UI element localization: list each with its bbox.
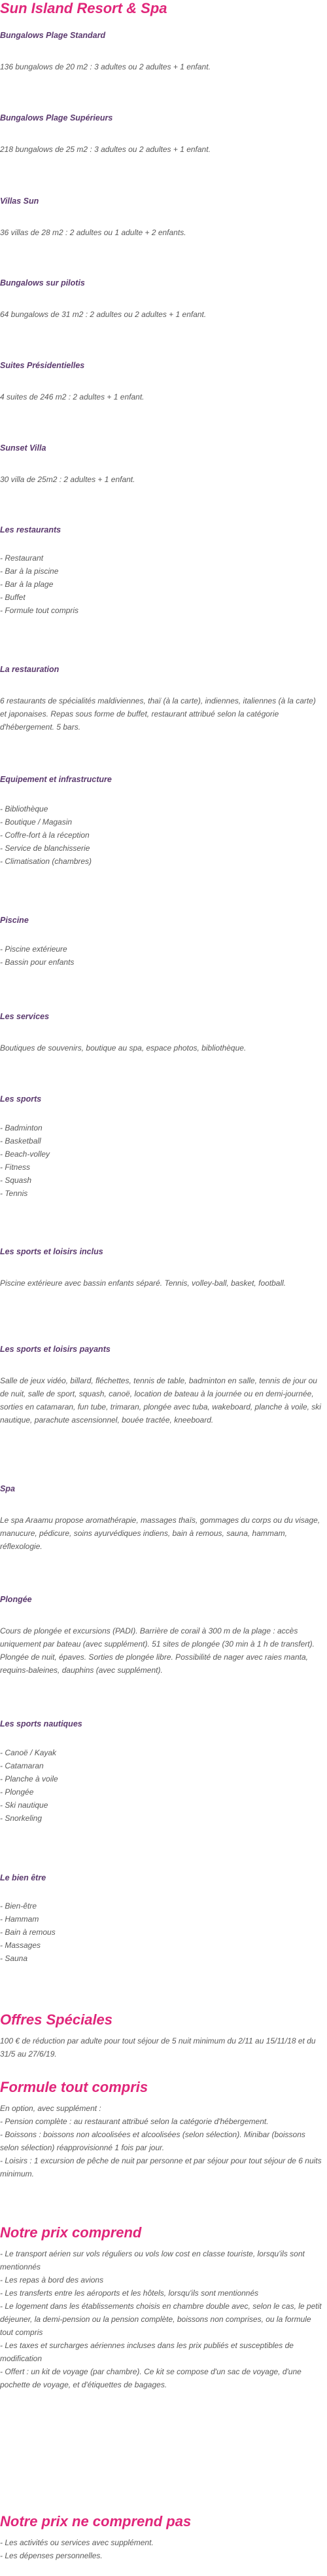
bien-etre-title: Le bien être	[0, 1873, 46, 1882]
restauration-title: La restauration	[0, 665, 60, 674]
room-sunset-desc-block	[0, 473, 324, 486]
nautiques-list-block	[0, 1746, 324, 1825]
sports-title-block	[0, 1094, 324, 1104]
room-superior-title: Bungalows Plage Supérieurs	[0, 113, 113, 122]
sports-payants-title: Les sports et loisirs payants	[0, 1345, 111, 1354]
restaurants-list	[0, 551, 324, 617]
sports-payants-desc-block	[0, 1374, 324, 1427]
piscine-title: Piscine	[0, 916, 29, 925]
spa-title: Spa	[0, 1484, 15, 1493]
piscine-list	[0, 943, 324, 969]
list-item: - Boutique / Magasin	[0, 817, 73, 827]
equipement-list-block	[0, 802, 324, 868]
prix-ne-comprend-line: - Les dépenses personnelles.	[0, 2551, 103, 2560]
prix-comprend-line: - Le logement dans les établissements choisis en chambre double avec, selon le cas, le petit déjeuner, la demi-pension ou la pension complète, boissons non comprises, ou la formule tout compris	[0, 2302, 322, 2337]
offres-desc: 100 € de réduction par adulte pour tout séjour de 5 nuit minimum du 2/11 au 15/11/18 et du 31/5 au 27/6/19.	[0, 2036, 316, 2059]
list-item: - Beach-volley	[0, 1149, 50, 1159]
list-item: - Bain à remous	[0, 1928, 56, 1937]
formule-line: - Loisirs : 1 excursion de pêche de nuit par personne et par séjour pour tout séjour de 6 nuits minimum.	[0, 2156, 322, 2178]
services-title: Les services	[0, 1012, 50, 1021]
room-villas-sun-title: Villas Sun	[0, 196, 39, 206]
prix-comprend-line: - Les transferts entre les aéroports et les hôtels, lorsqu'ils sont mentionnés	[0, 2288, 259, 2298]
room-sunset-desc: 30 villa de 25m2 : 2 adultes + 1 enfant.	[0, 475, 135, 484]
prix-ne-comprend-desc-block	[0, 2536, 324, 2562]
spa-desc-block	[0, 1514, 324, 1553]
sports-inclus-title: Les sports et loisirs inclus	[0, 1247, 103, 1256]
sports-payants-title-block	[0, 1344, 324, 1354]
list-item: - Coffre-fort à la réception	[0, 831, 90, 840]
list-item: - Piscine extérieure	[0, 944, 67, 954]
list-item: - Buffet	[0, 593, 26, 602]
list-item: - Bar à la piscine	[0, 567, 59, 576]
bien-etre-list	[0, 1899, 324, 1965]
prix-comprend-desc-block	[0, 2247, 324, 2391]
plongee-title-block	[0, 1594, 324, 1605]
room-sunset-block	[0, 443, 324, 453]
restauration-desc: 6 restaurants de spécialités maldiviennes, thaï (à la carte), indiennes, italiennes (à la carte) et japonaises. Repas sous forme de buffet, restaurant attribué selon la catégorie d'hébergement. 5 bars.	[0, 696, 316, 732]
room-standard-desc-block	[0, 60, 324, 73]
sports-list-block	[0, 1121, 324, 1200]
room-standard-title: Bungalows Plage Standard	[0, 31, 106, 40]
spa-desc: Le spa Araamu propose aromathérapie, massages thaïs, gommages du corps ou du visage, manucure, pédicure, soins ayurvédiques indiens, bain à remous, sauna, hammam, réflexologie.	[0, 1516, 320, 1551]
list-item: - Climatisation (chambres)	[0, 857, 92, 866]
services-desc-block	[0, 1041, 324, 1055]
room-suites-block	[0, 360, 324, 371]
restaurants-list-block	[0, 551, 324, 617]
restauration-title-block	[0, 664, 324, 675]
list-item: - Sauna	[0, 1954, 28, 1963]
piscine-title-block	[0, 915, 324, 925]
page-title: Sun Island Resort & Spa	[0, 0, 167, 16]
prix-comprend-title-block	[0, 2224, 324, 2241]
piscine-list-block	[0, 943, 324, 969]
formule-line: - Boissons : boissons non alcoolisées et alcoolisées (selon sélection). Minibar (boissons selon sélection) réapprovisionné 1 fois par jour.	[0, 2130, 305, 2152]
room-superior-desc-block	[0, 143, 324, 156]
sports-inclus-desc: Piscine extérieure avec bassin enfants séparé. Tennis, volley-ball, basket, football.	[0, 1279, 286, 1288]
room-superior-desc: 218 bungalows de 25 m2 : 3 adultes ou 2 adultes + 1 enfant.	[0, 145, 211, 154]
room-pilotis-title: Bungalows sur pilotis	[0, 278, 85, 288]
list-item: - Bibliothèque	[0, 804, 48, 813]
prix-comprend-title: Notre prix comprend	[0, 2224, 142, 2241]
list-item: - Catamaran	[0, 1761, 44, 1770]
services-desc: Boutiques de souvenirs, boutique au spa, espace photos, bibliothèque.	[0, 1043, 247, 1053]
room-villas-sun-desc-block	[0, 226, 324, 239]
formule-title-block	[0, 2079, 324, 2096]
room-standard-desc: 136 bungalows de 20 m2 : 3 adultes ou 2 adultes + 1 enfant.	[0, 62, 211, 71]
list-item: - Ski nautique	[0, 1801, 48, 1810]
formule-title: Formule tout compris	[0, 2079, 148, 2095]
spa-title-block	[0, 1484, 324, 1494]
room-suites-title: Suites Présidentielles	[0, 361, 85, 370]
list-item: - Formule tout compris	[0, 606, 79, 615]
prix-ne-comprend-title-block	[0, 2513, 324, 2530]
list-item: - Bassin pour enfants	[0, 958, 75, 967]
room-pilotis-desc-block	[0, 308, 324, 321]
formule-line: En option, avec supplément :	[0, 2104, 101, 2113]
list-item: - Hammam	[0, 1914, 39, 1924]
list-item: - Planche à voile	[0, 1774, 58, 1783]
room-villas-sun-block	[0, 196, 324, 206]
room-pilotis-desc: 64 bungalows de 31 m2 : 2 adultes ou 2 adultes + 1 enfant.	[0, 310, 207, 319]
room-pilotis-block	[0, 278, 324, 288]
restaurants-title: Les restaurants	[0, 525, 61, 534]
prix-comprend-line: - Le transport aérien sur vols réguliers ou vols low cost en classe touriste, lorsqu'ils sont mentionnés	[0, 2249, 305, 2271]
offres-title-block	[0, 2011, 324, 2028]
offres-title: Offres Spéciales	[0, 2011, 113, 2028]
restaurants-title-block	[0, 525, 324, 535]
list-item: - Bien-être	[0, 1901, 37, 1911]
list-item: - Fitness	[0, 1163, 31, 1172]
sports-title: Les sports	[0, 1094, 42, 1104]
formule-line: - Pension complète : au restaurant attribué selon la catégorie d'hébergement.	[0, 2117, 269, 2126]
nautiques-title: Les sports nautiques	[0, 1719, 82, 1728]
restauration-desc-block	[0, 694, 324, 734]
bien-etre-title-block	[0, 1873, 324, 1883]
list-item: - Massages	[0, 1941, 41, 1950]
list-item: - Squash	[0, 1176, 32, 1185]
room-standard-block	[0, 30, 324, 41]
sports-inclus-title-block	[0, 1246, 324, 1257]
page-title-block	[0, 0, 324, 17]
prix-comprend-line: - Offert : un kit de voyage (par chambre). Ce kit se compose d'un sac de voyage, d'une pochette de voyage, et d'étiquettes de bagages.	[0, 2367, 301, 2389]
list-item: - Bar à la plage	[0, 580, 54, 589]
offres-desc-block	[0, 2034, 324, 2061]
services-title-block	[0, 1011, 324, 1022]
list-item: - Basketball	[0, 1136, 41, 1146]
list-item: - Snorkeling	[0, 1814, 43, 1823]
nautiques-title-block	[0, 1719, 324, 1729]
room-suites-desc-block	[0, 390, 324, 403]
sports-payants-desc: Salle de jeux vidéo, billard, fléchettes, tennis de table, badminton en salle, tennis de jour ou de nuit, salle de sport, squash, canoë, location de bateau à la journée ou en demi-journée, sorties en catamaran, fun tube, trimaran, plongée avec tuba, wakeboard, planche à voile, ski nautique, parachute ascensionnel, bouée tractée, kneeboard.	[0, 1376, 321, 1425]
list-item: - Service de blanchisserie	[0, 844, 90, 853]
room-villas-sun-desc: 36 villas de 28 m2 : 2 adultes ou 1 adulte + 2 enfants.	[0, 228, 186, 237]
equipement-list	[0, 802, 324, 868]
formule-desc-block	[0, 2102, 324, 2180]
nautiques-list	[0, 1746, 324, 1825]
prix-comprend-line: - Les taxes et surcharges aériennes incluses dans les prix publiés et susceptibles de modification	[0, 2341, 294, 2363]
list-item: - Tennis	[0, 1189, 28, 1198]
prix-ne-comprend-title: Notre prix ne comprend pas	[0, 2513, 192, 2529]
plongee-title: Plongée	[0, 1595, 32, 1604]
list-item: - Badminton	[0, 1123, 43, 1132]
plongee-desc: Cours de plongée et excursions (PADI). Barrière de corail à 300 m de la plage : accès uniquement par bateau (avec supplément). 51 sites de plongée (30 min à 1 h de transfert). Plongée de nuit, épaves. Sorties de plongée libre. Possibilité de nager avec raies manta, requins-baleines, dauphins (avec supplément).	[0, 1626, 315, 1675]
list-item: - Canoë / Kayak	[0, 1748, 57, 1757]
bien-etre-list-block	[0, 1899, 324, 1965]
room-superior-block	[0, 113, 324, 123]
prix-comprend-line: - Les repas à bord des avions	[0, 2275, 104, 2285]
plongee-desc-block	[0, 1624, 324, 1677]
sports-inclus-desc-block	[0, 1277, 324, 1290]
equipement-title-block	[0, 774, 324, 785]
room-sunset-title: Sunset Villa	[0, 443, 46, 453]
prix-ne-comprend-line: - Les activités ou services avec supplément.	[0, 2538, 154, 2547]
room-suites-desc: 4 suites de 246 m2 : 2 adultes + 1 enfant.	[0, 392, 145, 401]
equipement-title: Equipement et infrastructure	[0, 775, 112, 784]
list-item: - Restaurant	[0, 553, 44, 563]
sports-list	[0, 1121, 324, 1200]
list-item: - Plongée	[0, 1787, 34, 1797]
